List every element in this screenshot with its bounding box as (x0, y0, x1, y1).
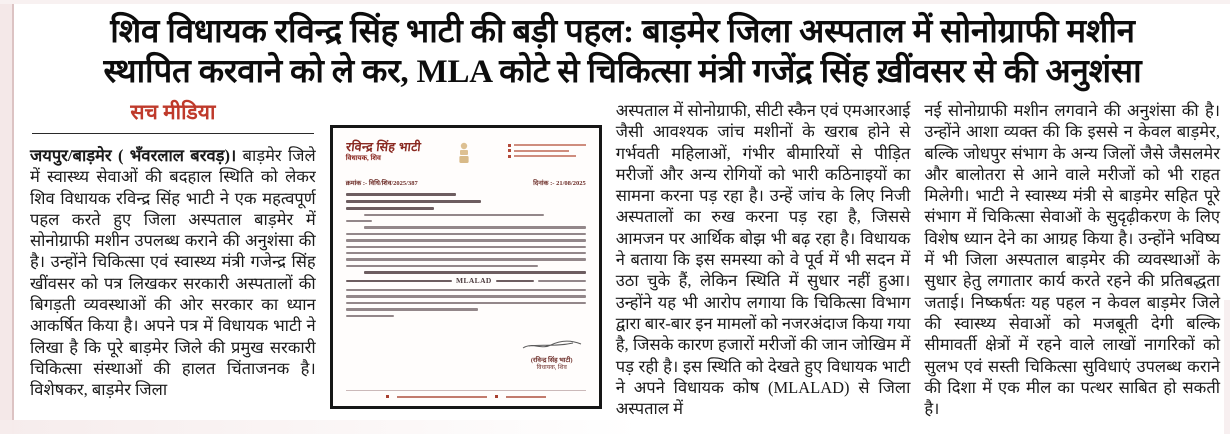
letterhead-identity (346, 141, 421, 163)
blurred-text-line (346, 315, 394, 317)
blurred-text-line (346, 207, 434, 210)
blurred-text-line (346, 308, 478, 310)
blurred-text-line (346, 302, 586, 304)
page-top-edge (0, 0, 1230, 4)
article-headline (30, 12, 1215, 92)
article-column-2 (616, 100, 911, 434)
mlalad-highlight-line (346, 277, 586, 285)
blurred-text-line (364, 226, 586, 228)
blurred-text-line (346, 239, 586, 241)
letter-date: दिनांक :- 21/08/2025 (533, 180, 586, 187)
blurred-text-line (346, 233, 586, 235)
blurred-text-line (538, 280, 586, 282)
blurred-bold-line (346, 280, 452, 283)
page-left-edge (0, 0, 14, 434)
phone-icon (508, 149, 511, 152)
blurred-bold-line (496, 280, 534, 283)
contact-line (508, 155, 586, 158)
mlalad-code: MLALAD (455, 275, 492, 285)
signature-block (521, 338, 583, 372)
footer-dot-icon (386, 395, 389, 398)
signature-icon (521, 338, 583, 352)
blurred-text-line (346, 289, 586, 291)
blurred-text-line (346, 200, 481, 203)
state-emblem-icon (457, 142, 471, 169)
blurred-text-line (364, 214, 544, 216)
blurred-text-line (346, 246, 586, 248)
letter-footer (346, 390, 586, 398)
headline-line-2: स्थापित करवाने को ले कर, MLA कोटे से चिकित्सा मंत्री गजेंद्र सिंह ख़ींवसर से की अनुशंसा (103, 54, 1142, 90)
address-icon (508, 144, 511, 147)
contact-line (508, 144, 586, 147)
letterhead (346, 141, 586, 169)
signature-role: विधायक, शिव (536, 365, 567, 371)
letterhead-name: रविन्द्र सिंह भाटी (345, 140, 422, 154)
article-column-1 (30, 100, 316, 434)
letterhead-role: विधायक, शिव (345, 154, 381, 162)
letter-figure (330, 100, 602, 434)
blurred-text-line (346, 258, 586, 260)
column-3-text: नई सोनोग्राफी मशीन लगवाने की अनुशंसा की है। उन्होंने आशा व्यक्त की कि इससे न केवल बाड़मेर, बल्कि जोधपुर संभाग के अन्य जिलों जैसे जैसलमेर और बालोतरा से आने वाले मरीजों को भी राहत मिलेगी। भाटी ने स्वास्थ्य मंत्री से बाड़मेर सहित पूरे संभाग में चिकित्सा सेवाओं के सुदृढ़ीकरण के लिए विशेष ध्यान देने का आग्रह किया है। उन्होंने भविष्य में भी जिला अस्पताल बाड़मेर की व्यवस्थाओं के सुधार हेतु लगातार कार्य करते रहने की प्रतिबद्धता जताई। निष्कर्षतः यह पहल न केवल बाड़मेर जिले की स्वास्थ्य सेवाओं को मजबूती देगी बल्कि सीमावर्ती क्षेत्रों में रहने वाले लाखों नागरिकों को सुलभ एवं सस्ती चिकित्सा सुविधाएं उपलब्ध कराने की दिशा में एक मील का पत्थर साबित हो सकती है। (924, 101, 1221, 419)
blurred-bold-line (364, 271, 586, 274)
article-body (30, 100, 1220, 434)
footer-dot-icon (495, 395, 498, 398)
masthead (30, 100, 316, 134)
signature-name: (रविन्द्र सिंह भाटी) (530, 357, 573, 364)
email-icon (508, 155, 511, 158)
dateline: जयपुर/बाड़मेर ( भँवरलाल बरवड़)। (30, 146, 237, 165)
letterhead-contact-block (508, 141, 586, 160)
article-column-3 (924, 100, 1220, 434)
headline-line-1: शिव विधायक रविन्द्र सिंह भाटी की बड़ी पहल: बाड़मेर जिला अस्पताल में सोनोग्राफी मशीन (110, 14, 1135, 50)
letter-body-lines (346, 226, 586, 316)
contact-line (508, 149, 586, 152)
masthead-rule (32, 133, 314, 134)
letter-ref-number: क्रमांक :- विधि/शिव/2025/387 (345, 180, 418, 187)
column-1-text: बाड़मेर जिले में स्वास्थ्य सेवाओं की बदहाल स्थिति को लेकर शिव विधायक रविन्द्र सिंह भाटी ने एक महत्वपूर्ण पहल करते हुए जिला अस्पताल बाड़मेर में सोनोग्राफी मशीन उपलब्ध कराने की अनुशंसा की है। उन्होंने चिकित्सा एवं स्वास्थ्य मंत्री गजेन्द्र सिंह खींवसर को पत्र लिखकर सरकारी अस्पतालों की बिगड़ती व्यवस्थाओं की ओर सरकार का ध्यान आकर्षित किया है। अपने पत्र में विधायक भाटी ने लिखा है कि पूरे बाड़मेर जिले की प्रमुख सरकारी चिकित्सा संस्थाओं की हालत चिंताजनक है। विशेषकर, बाड़मेर जिला (30, 146, 316, 400)
letter-addressee-lines (346, 193, 586, 222)
official-letter (330, 125, 602, 409)
letter-reference-row (346, 178, 586, 187)
blurred-text-line (346, 252, 586, 254)
blurred-text-line (346, 295, 586, 297)
column-2-text: अस्पताल में सोनोग्राफी, सीटी स्कैन एवं एमआरआई जैसी आवश्यक जांच मशीनों के खराब होने से गर्भवती महिलाओं, गंभीर बीमारियों से पीड़ित मरीजों और अन्य रोगियों को भारी कठिनाइयों का सामना करना पड़ रहा है। उन्हें जांच के लिए निजी अस्पतालों का रुख करना पड़ रहा है, जिससे आमजन पर आर्थिक बोझ भी बढ़ रहा है। विधायक ने बताया कि इस समस्या को वे पूर्व में भी सदन में उठा चुके हैं, लेकिन स्थिति में सुधार नहीं हुआ। उन्होंने यह भी आरोप लगाया कि चिकित्सा विभाग द्वारा बार-बार इन मामलों को नजरअंदाज किया गया है, जिसके कारण हजारों मरीजों की जान जोखिम में पड़ रही है। इस स्थिति को देखते हुए विधायक भाटी ने अपने विधायक कोष (MLALAD) से जिला अस्पताल में (615, 101, 911, 419)
blurred-text-line (346, 220, 372, 222)
blurred-text-line (346, 193, 456, 196)
page-right-edge (1224, 300, 1230, 434)
blurred-text-line (346, 265, 538, 267)
source-label: सच मीडिया (130, 100, 216, 124)
